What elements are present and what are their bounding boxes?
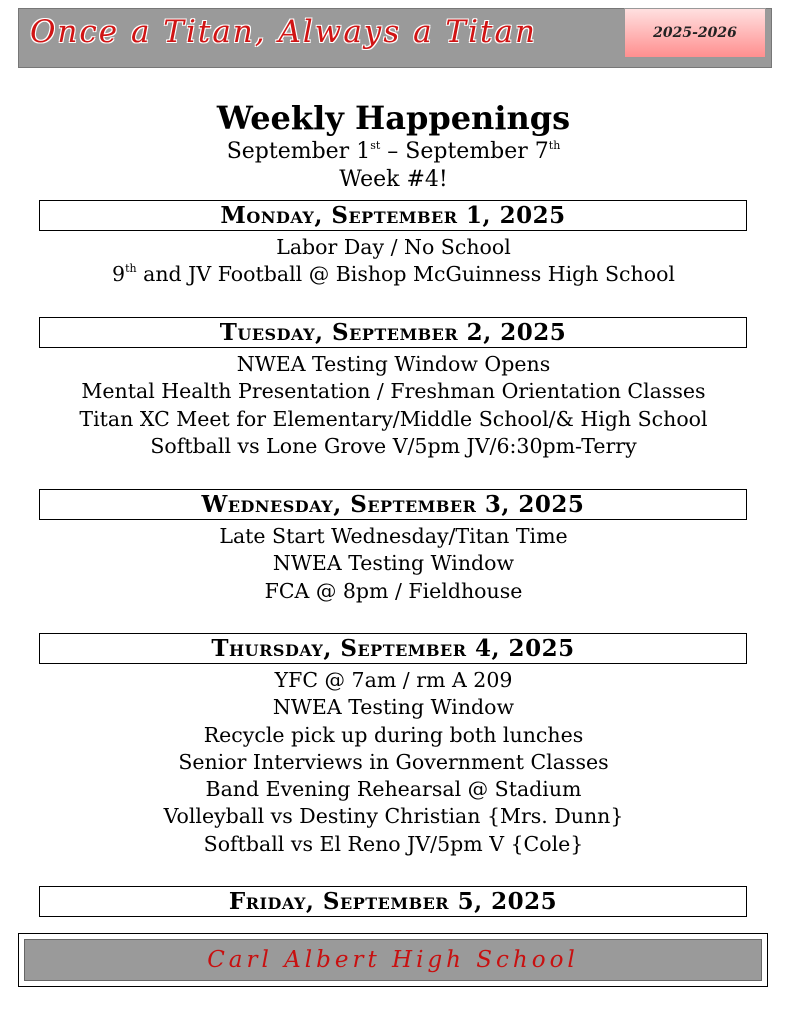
event-item: Late Start Wednesday/Titan Time	[219, 524, 568, 548]
event-item: Volleyball vs Destiny Christian {Mrs. Dunn}	[163, 804, 624, 829]
event-item: Senior Interviews in Government Classes	[178, 749, 609, 774]
school-year-badge: 2025-2026	[624, 8, 766, 58]
events-tuesday	[0, 351, 787, 460]
date-start: September 1	[226, 139, 371, 164]
event-item: Softball vs Lone Grove V/5pm JV/6:30pm-Terry	[150, 433, 637, 458]
week-label: Week #4!	[339, 167, 448, 192]
event-item: Mental Health Presentation / Freshman Orientation Classes	[81, 379, 706, 404]
event-item: Band Evening Rehearsal @ Stadium	[205, 777, 582, 802]
event-item: Recycle pick up during both lunches	[203, 722, 584, 747]
header-motto: Once a Titan, Always a Titan	[30, 14, 537, 50]
event-item: FCA @ 8pm / Fieldhouse	[264, 578, 523, 603]
event-part: 9	[112, 262, 126, 287]
date-end-suffix: th	[548, 139, 561, 152]
date-end: September 7	[405, 139, 549, 164]
day-heading-monday: Monday, September 1, 2025	[39, 200, 747, 231]
title-block	[0, 98, 787, 194]
date-separator: –	[380, 139, 406, 164]
day-heading-friday: Friday, September 5, 2025	[39, 886, 747, 917]
day-heading-thursday: Thursday, September 4, 2025	[39, 633, 747, 664]
day-heading-wednesday: Wednesday, September 3, 2025	[39, 489, 747, 520]
events-monday	[0, 234, 787, 289]
event-item: NWEA Testing Window Opens	[236, 352, 551, 376]
date-start-suffix: st	[370, 139, 381, 152]
event-item: YFC @ 7am / rm A 209	[274, 668, 513, 692]
events-thursday	[0, 667, 787, 858]
day-heading-tuesday: Tuesday, September 2, 2025	[39, 317, 747, 348]
events-wednesday	[0, 523, 787, 605]
event-part: and JV Football @ Bishop McGuinness High School	[136, 262, 675, 287]
event-item: Softball vs El Reno JV/5pm V {Cole}	[203, 831, 584, 856]
event-sup: th	[125, 262, 137, 276]
event-item	[0, 261, 787, 288]
event-item: Labor Day / No School	[276, 235, 511, 259]
page-title: Weekly Happenings	[216, 99, 571, 137]
event-item: NWEA Testing Window	[272, 551, 515, 576]
footer-banner	[18, 933, 768, 987]
event-item: Titan XC Meet for Elementary/Middle School/& High School	[79, 406, 708, 431]
event-item: NWEA Testing Window	[272, 695, 515, 720]
date-range	[0, 138, 787, 166]
footer-school-name: Carl Albert High School	[24, 939, 762, 981]
